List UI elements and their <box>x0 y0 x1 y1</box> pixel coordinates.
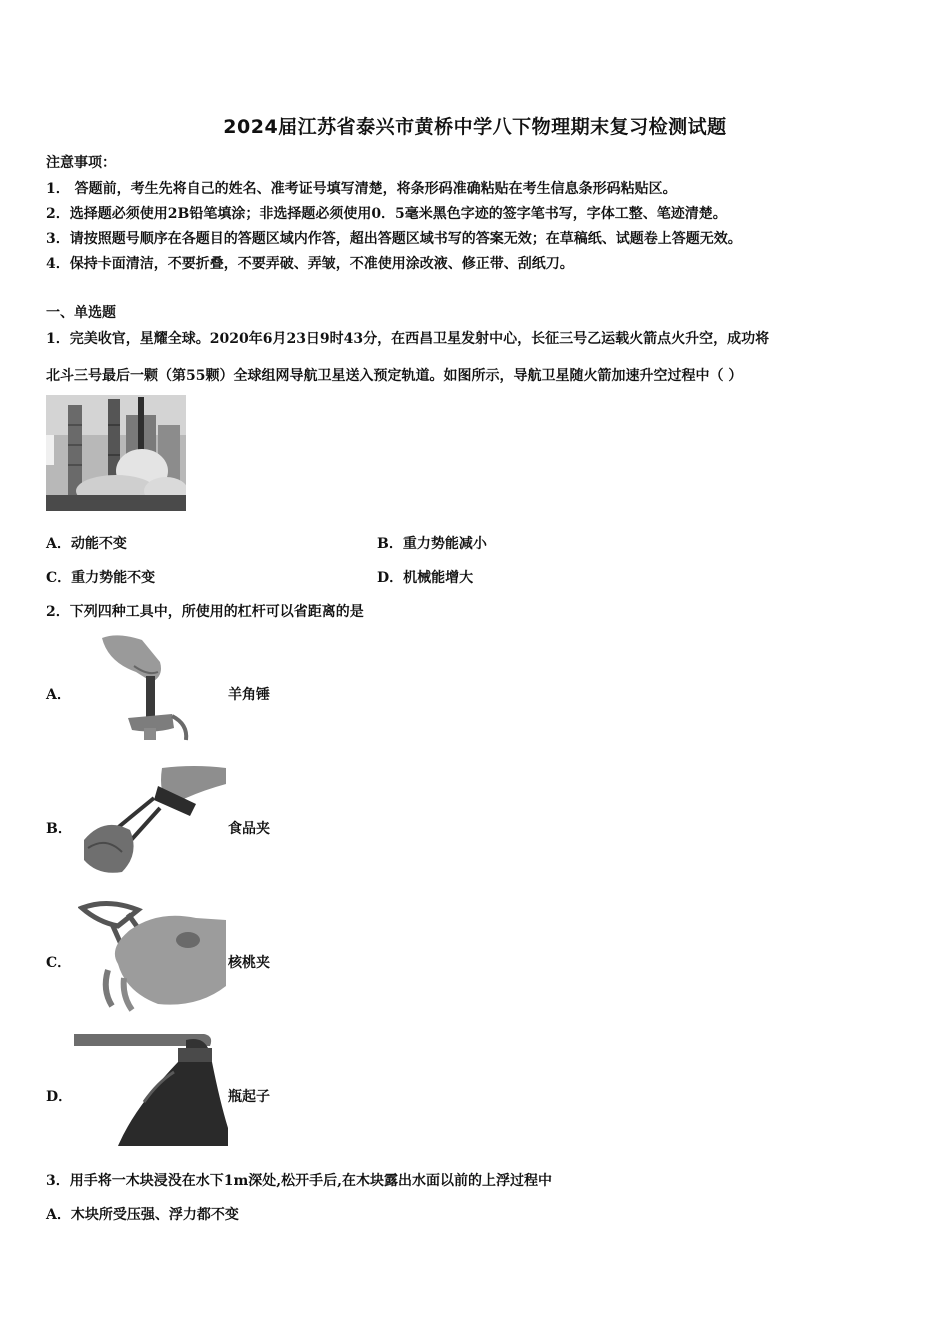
q2-option-a-letter: A． <box>46 687 71 703</box>
q1-option-c: C．重力势能不变 <box>46 570 156 586</box>
q1-stem-line1: 1．完美收官，星耀全球。2020年6月23日9时43分，在西昌卫星发射中心，长征三号乙运载火箭点火升空，成功将 <box>46 331 770 347</box>
q2-option-c-label: 核桃夹 <box>228 955 270 971</box>
notice-heading: 注意事项： <box>46 155 116 171</box>
notice-item-2: 2．选择题必须使用2B铅笔填涂；非选择题必须使用0．5毫米黑色字迹的签字笔书写，字体工整、笔迹清楚。 <box>46 206 727 222</box>
q1-option-b: B．重力势能减小 <box>377 536 487 552</box>
q2-option-c-letter: C． <box>46 955 72 971</box>
q3-stem: 3．用手将一木块浸没在水下1m深处,松开手后,在木块露出水面以前的上浮过程中 <box>46 1173 553 1189</box>
section-title: 一、单选题 <box>46 305 116 321</box>
q1-option-d: D．机械能增大 <box>377 570 474 586</box>
bottle-opener-image <box>74 1032 228 1146</box>
q3-option-a: A．木块所受压强、浮力都不变 <box>46 1207 239 1223</box>
q2-option-b-letter: B． <box>46 821 72 837</box>
food-tongs-image <box>74 764 226 878</box>
q1-option-a: A．动能不变 <box>46 536 127 552</box>
q1-stem-line2: 北斗三号最后一颗（第55颗）全球组网导航卫星送入预定轨道。如图所示，导航卫星随火箭加速升空过程中（ ） <box>46 368 743 384</box>
notice-item-4: 4．保持卡面清洁，不要折叠，不要弄破、弄皱，不准使用涂改液、修正带、刮纸刀。 <box>46 256 574 272</box>
q2-option-b-label: 食品夹 <box>228 821 270 837</box>
nutcracker-image <box>78 900 226 1013</box>
q2-stem: 2．下列四种工具中，所使用的杠杆可以省距离的是 <box>46 604 364 620</box>
notice-item-3: 3．请按照题号顺序在各题目的答题区域内作答，超出答题区域书写的答案无效；在草稿纸、试题卷上答题无效。 <box>46 231 742 247</box>
q2-option-a-label: 羊角锤 <box>228 687 270 703</box>
q2-option-d-letter: D． <box>46 1089 73 1105</box>
page-title: 2024届江苏省泰兴市黄桥中学八下物理期末复习检测试题 <box>223 116 727 138</box>
q2-option-d-label: 瓶起子 <box>228 1089 270 1105</box>
claw-hammer-image <box>98 632 198 745</box>
notice-item-1: 1． 答题前，考生先将自己的姓名、准考证号填写清楚，将条形码准确粘贴在考生信息条形码粘贴区。 <box>46 181 677 197</box>
rocket-launch-photo <box>46 395 186 511</box>
